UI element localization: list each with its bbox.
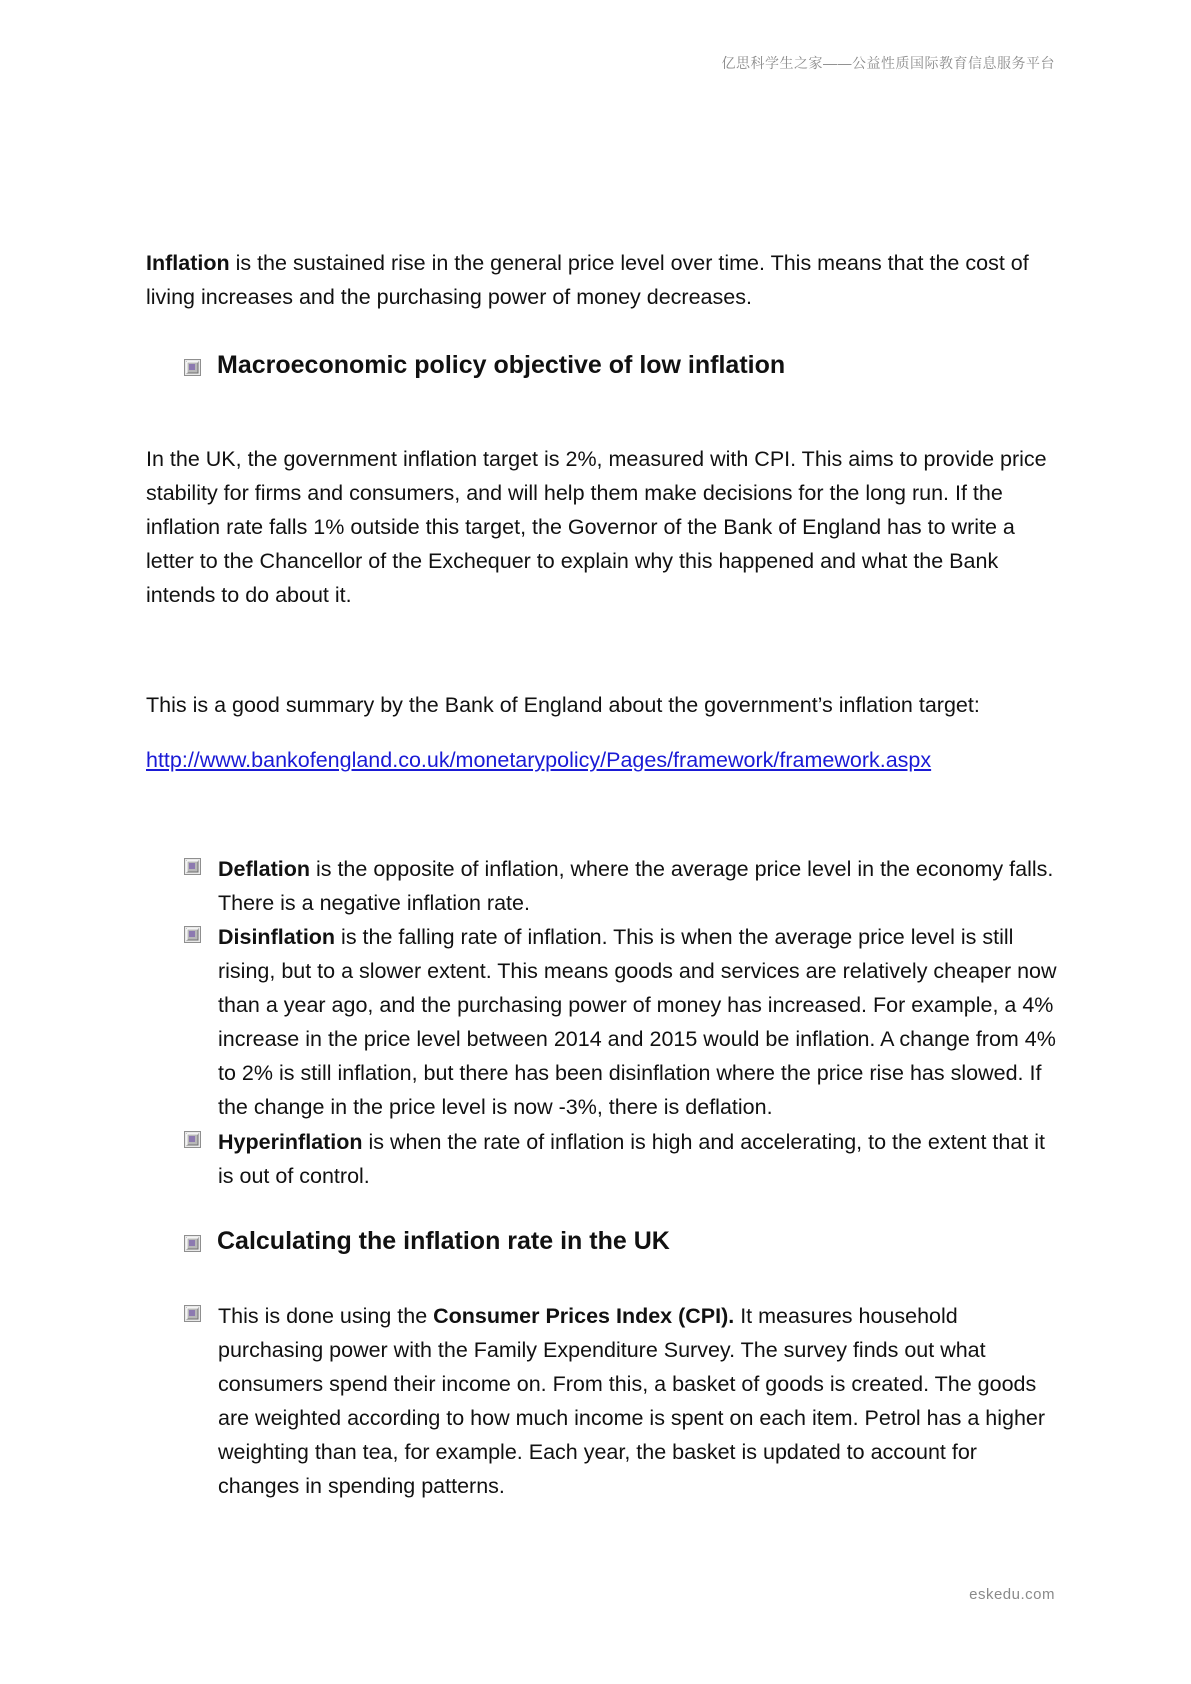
definition-term: Disinflation: [218, 925, 336, 949]
bullet-icon: [184, 1131, 201, 1148]
footer-site: eskedu.com: [969, 1586, 1055, 1603]
intro-text: is the sustained rise in the general price level over time. This means that the cost of living increases and the purchasing power of money decreases.: [146, 251, 1029, 309]
bullet-icon: [184, 858, 201, 875]
definition-text: is the opposite of inflation, where the average price level in the economy falls. There is a negative inflation rate.: [218, 857, 1054, 915]
definition-text: is when the rate of inflation is high and accelerating, to the extent that it is out of control.: [218, 1130, 1045, 1188]
definition-item-hyperinflation: [218, 1125, 1058, 1193]
bullet-icon: [184, 926, 201, 943]
cpi-item: [218, 1299, 1058, 1503]
bullet-icon: [184, 359, 201, 376]
definition-text: is the falling rate of inflation. This is when the average price level is still rising, but to a slower extent. This means goods and services are relatively cheaper now than a year ago, and the purchasing power of money has increased. For example, a 4% increase in the price level between 2014 and 2015 would be inflation. A change from 4% to 2% is still inflation, but there has been disinflation where the price rise has slowed. If the change in the price level is now -3%, there is deflation.: [218, 925, 1057, 1119]
header-site-name: 亿思科学生之家——公益性质国际教育信息服务平台: [721, 55, 1055, 71]
section-heading-calculating: Calculating the inflation rate in the UK: [217, 1227, 670, 1255]
intro-term: Inflation: [146, 251, 230, 275]
target-paragraph: In the UK, the government inflation target is 2%, measured with CPI. This aims to provide price stability for firms and consumers, and will help them make decisions for the long run. If the inflation rate falls 1% outside this target, the Governor of the Bank of England has to write a letter to the Chancellor of the Exchequer to explain why this happened and what the Bank intends to do about it.: [146, 447, 1047, 607]
intro-paragraph: [146, 246, 1056, 314]
summary-paragraph: This is a good summary by the Bank of England about the government’s inflation target:: [146, 693, 980, 717]
cpi-term: Consumer Prices Index (CPI).: [433, 1304, 735, 1328]
section-heading-low-inflation: Macroeconomic policy objective of low inflation: [217, 351, 786, 379]
definition-term: Hyperinflation: [218, 1130, 363, 1154]
cpi-text: It measures household purchasing power with the Family Expenditure Survey. The survey finds out what consumers spend their income on. From this, a basket of goods is created. The goods are weighted according to how much income is spent on each item. Petrol has a higher weighting than tea, for example. Each year, the basket is updated to account for changes in spending patterns.: [218, 1304, 1046, 1498]
bullet-icon: [184, 1235, 201, 1252]
bank-of-england-link[interactable]: http://www.bankofengland.co.uk/monetarypolicy/Pages/framework/framework.aspx: [146, 748, 932, 772]
cpi-prefix: This is done using the: [218, 1304, 434, 1328]
definition-item-deflation: [218, 852, 1058, 920]
definition-term: Deflation: [218, 857, 310, 881]
bullet-icon: [184, 1305, 201, 1322]
definition-item-disinflation: [218, 920, 1058, 1124]
